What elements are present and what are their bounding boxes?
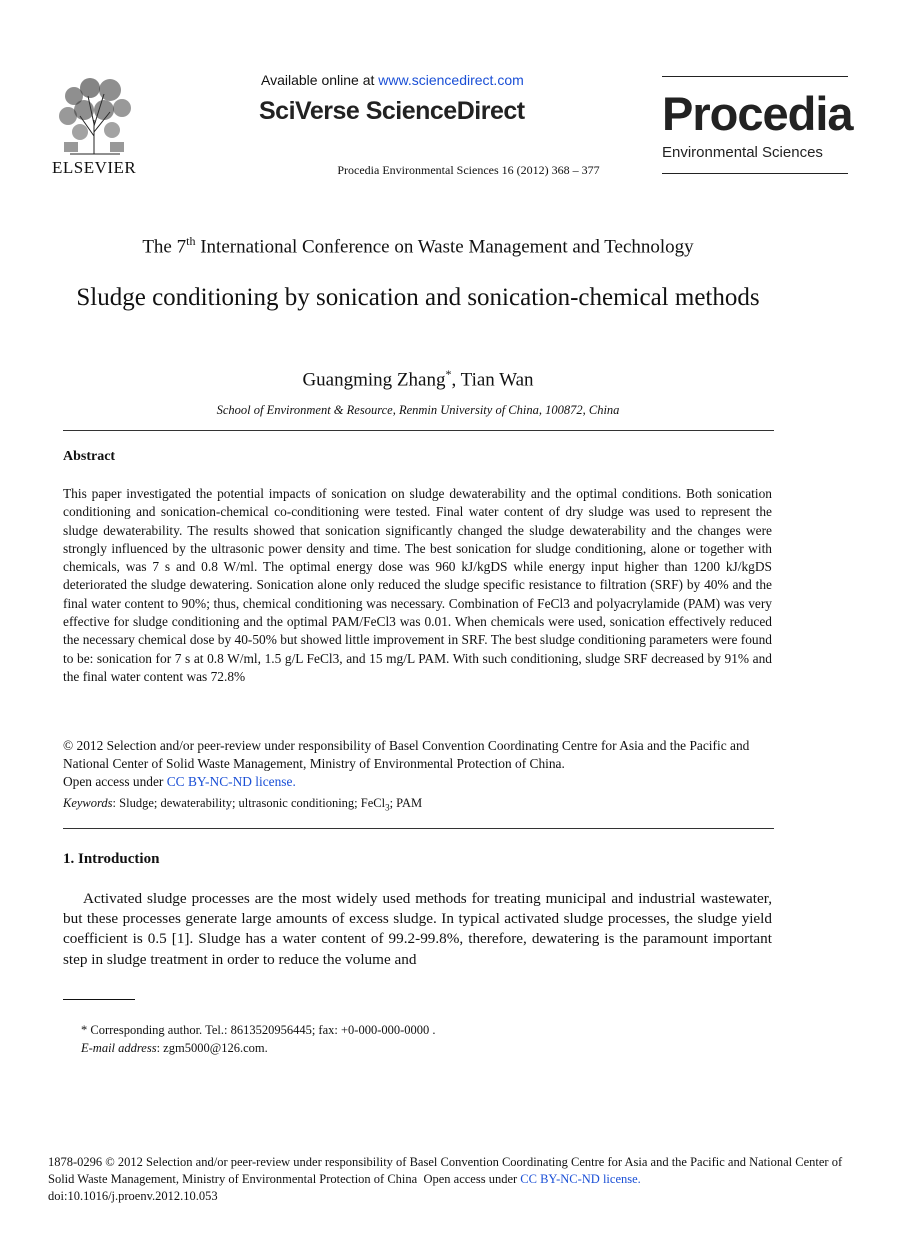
- divider-top: [63, 430, 774, 431]
- author-list: [0, 367, 836, 391]
- journal-reference: Procedia Environmental Sciences 16 (2012) 368 – 377: [337, 163, 600, 177]
- conference-suffix: International Conference on Waste Management and Technology: [195, 236, 694, 258]
- corresponding-mark[interactable]: *: [445, 367, 452, 381]
- elsevier-logo: [50, 76, 142, 176]
- copyright-text: © 2012 Selection and/or peer-review under responsibility of Basel Convention Coordinating Centre for Asia and the Pacific and National Center of Solid Waste Management, Ministry of Environmental Protection of China.: [63, 738, 750, 771]
- keywords-subscript: 3: [385, 802, 390, 813]
- keywords-line: [63, 796, 422, 813]
- keywords-tail: ; PAM: [389, 796, 423, 810]
- footnote-rule: [63, 999, 135, 1000]
- email-value: : zgm5000@126.com.: [156, 1041, 268, 1055]
- footer-doi: doi:10.1016/j.proenv.2012.10.053: [48, 1189, 218, 1203]
- conference-prefix: The 7: [142, 236, 187, 258]
- open-access-prefix: Open access under: [63, 774, 167, 789]
- footnote-mark: *: [81, 1023, 88, 1037]
- copyright-block: [63, 737, 793, 791]
- platform-wordmark: SciVerse ScienceDirect: [259, 97, 525, 125]
- sciencedirect-link[interactable]: www.sciencedirect.com: [378, 72, 524, 88]
- elsevier-wordmark: ELSEVIER: [52, 158, 137, 177]
- footnote-corresponding: [81, 1023, 436, 1038]
- footer-license-link[interactable]: CC BY-NC-ND license.: [520, 1172, 641, 1186]
- open-access-line: [63, 773, 793, 791]
- page-footer: [48, 1154, 848, 1205]
- keywords-text: : Sludge; dewaterability; ultrasonic conditioning; FeCl: [112, 796, 386, 810]
- introduction-body: Activated sludge processes are the most widely used methods for treating municipal and industrial wastewater, but these processes generate large amounts of excess sludge. In typical activated sludge processes, the sludge yield coefficient is 0.5 [1]. Sludge has a water content of 99.2-99.8%, therefore, dewatering is the paramount important step in sludge treatment in order to reduce the volume and: [63, 890, 772, 968]
- abstract-heading: Abstract: [63, 449, 116, 464]
- journal-logo: Procedia: [662, 87, 853, 140]
- footer-text: 1878-0296 © 2012 Selection and/or peer-review under responsibility of Basel Convention Coordinating Centre for Asia and the Pacific and National Center of Solid Waste Management, Ministry of Environmental Protection of China: [48, 1155, 843, 1186]
- journal-logo-bottom-rule: [662, 173, 848, 174]
- abstract-body: This paper investigated the potential impacts of sonication on sludge dewaterability and the optimal conditions. Both sonication conditioning and sonication-chemical co-conditioning were tested. Final water content of dry sludge was used to represent the sludge dewaterability. The results showed that sonication significantly changed the sludge dewaterability and the changes were strongly influenced by the ultrasonic power density and time. The best sonication for sludge conditioning, alone or together with chemicals, was 7 s and 0.8 W/ml. The optimal energy dose was 960 kJ/kgDS while energy input higher than 1200 kJ/kgDS deteriorated the sludge dewatering. Sonication alone only reduced the sludge specific resistance to filtration (SRF) by 40% and the final water content to 90%; thus, chemical conditioning was necessary. Combination of FeCl3 and polyacrylamide (PAM) was very effective for sludge conditioning and the optimal PAM/FeCl3 was 0.01. When chemicals were used, sonication effectively reduced the necessary chemical dose by 40-50% but showed little improvement in SRF. The best sludge conditioning parameters were found to be: sonication for 7 s at 0.8 W/ml, 1.5 g/L FeCl3, and 15 mg/L PAM. With such conditioning, sludge SRF decreased by 91% and the final water content was 72.8%: [63, 486, 772, 684]
- license-link[interactable]: CC BY-NC-ND license.: [166, 774, 296, 789]
- affiliation: School of Environment & Resource, Renmin University of China, 100872, China: [216, 403, 620, 417]
- availability-line: [261, 72, 524, 88]
- availability-prefix: Available online at: [261, 72, 379, 88]
- introduction-heading: 1. Introduction: [63, 851, 160, 867]
- email-label: E-mail address: [81, 1041, 157, 1055]
- journal-logo-top-rule: [662, 76, 848, 77]
- footer-open-access-prefix: Open access under: [417, 1172, 521, 1186]
- conference-ordinal: th: [186, 234, 196, 248]
- author-first: Guangming Zhang: [302, 369, 446, 391]
- conference-name: [0, 234, 836, 258]
- footnote-email: [81, 1041, 268, 1056]
- divider-bottom: [63, 828, 774, 829]
- journal-logo-subtitle: Environmental Sciences: [662, 144, 823, 161]
- keywords-label: Keywords: [63, 796, 113, 810]
- footnote-corresponding-text: Corresponding author. Tel.: 8613520956445; fax: +0-000-000-0000 .: [87, 1023, 436, 1037]
- paper-title: Sludge conditioning by sonication and sonication-chemical methods: [76, 284, 760, 311]
- author-second: , Tian Wan: [451, 369, 534, 391]
